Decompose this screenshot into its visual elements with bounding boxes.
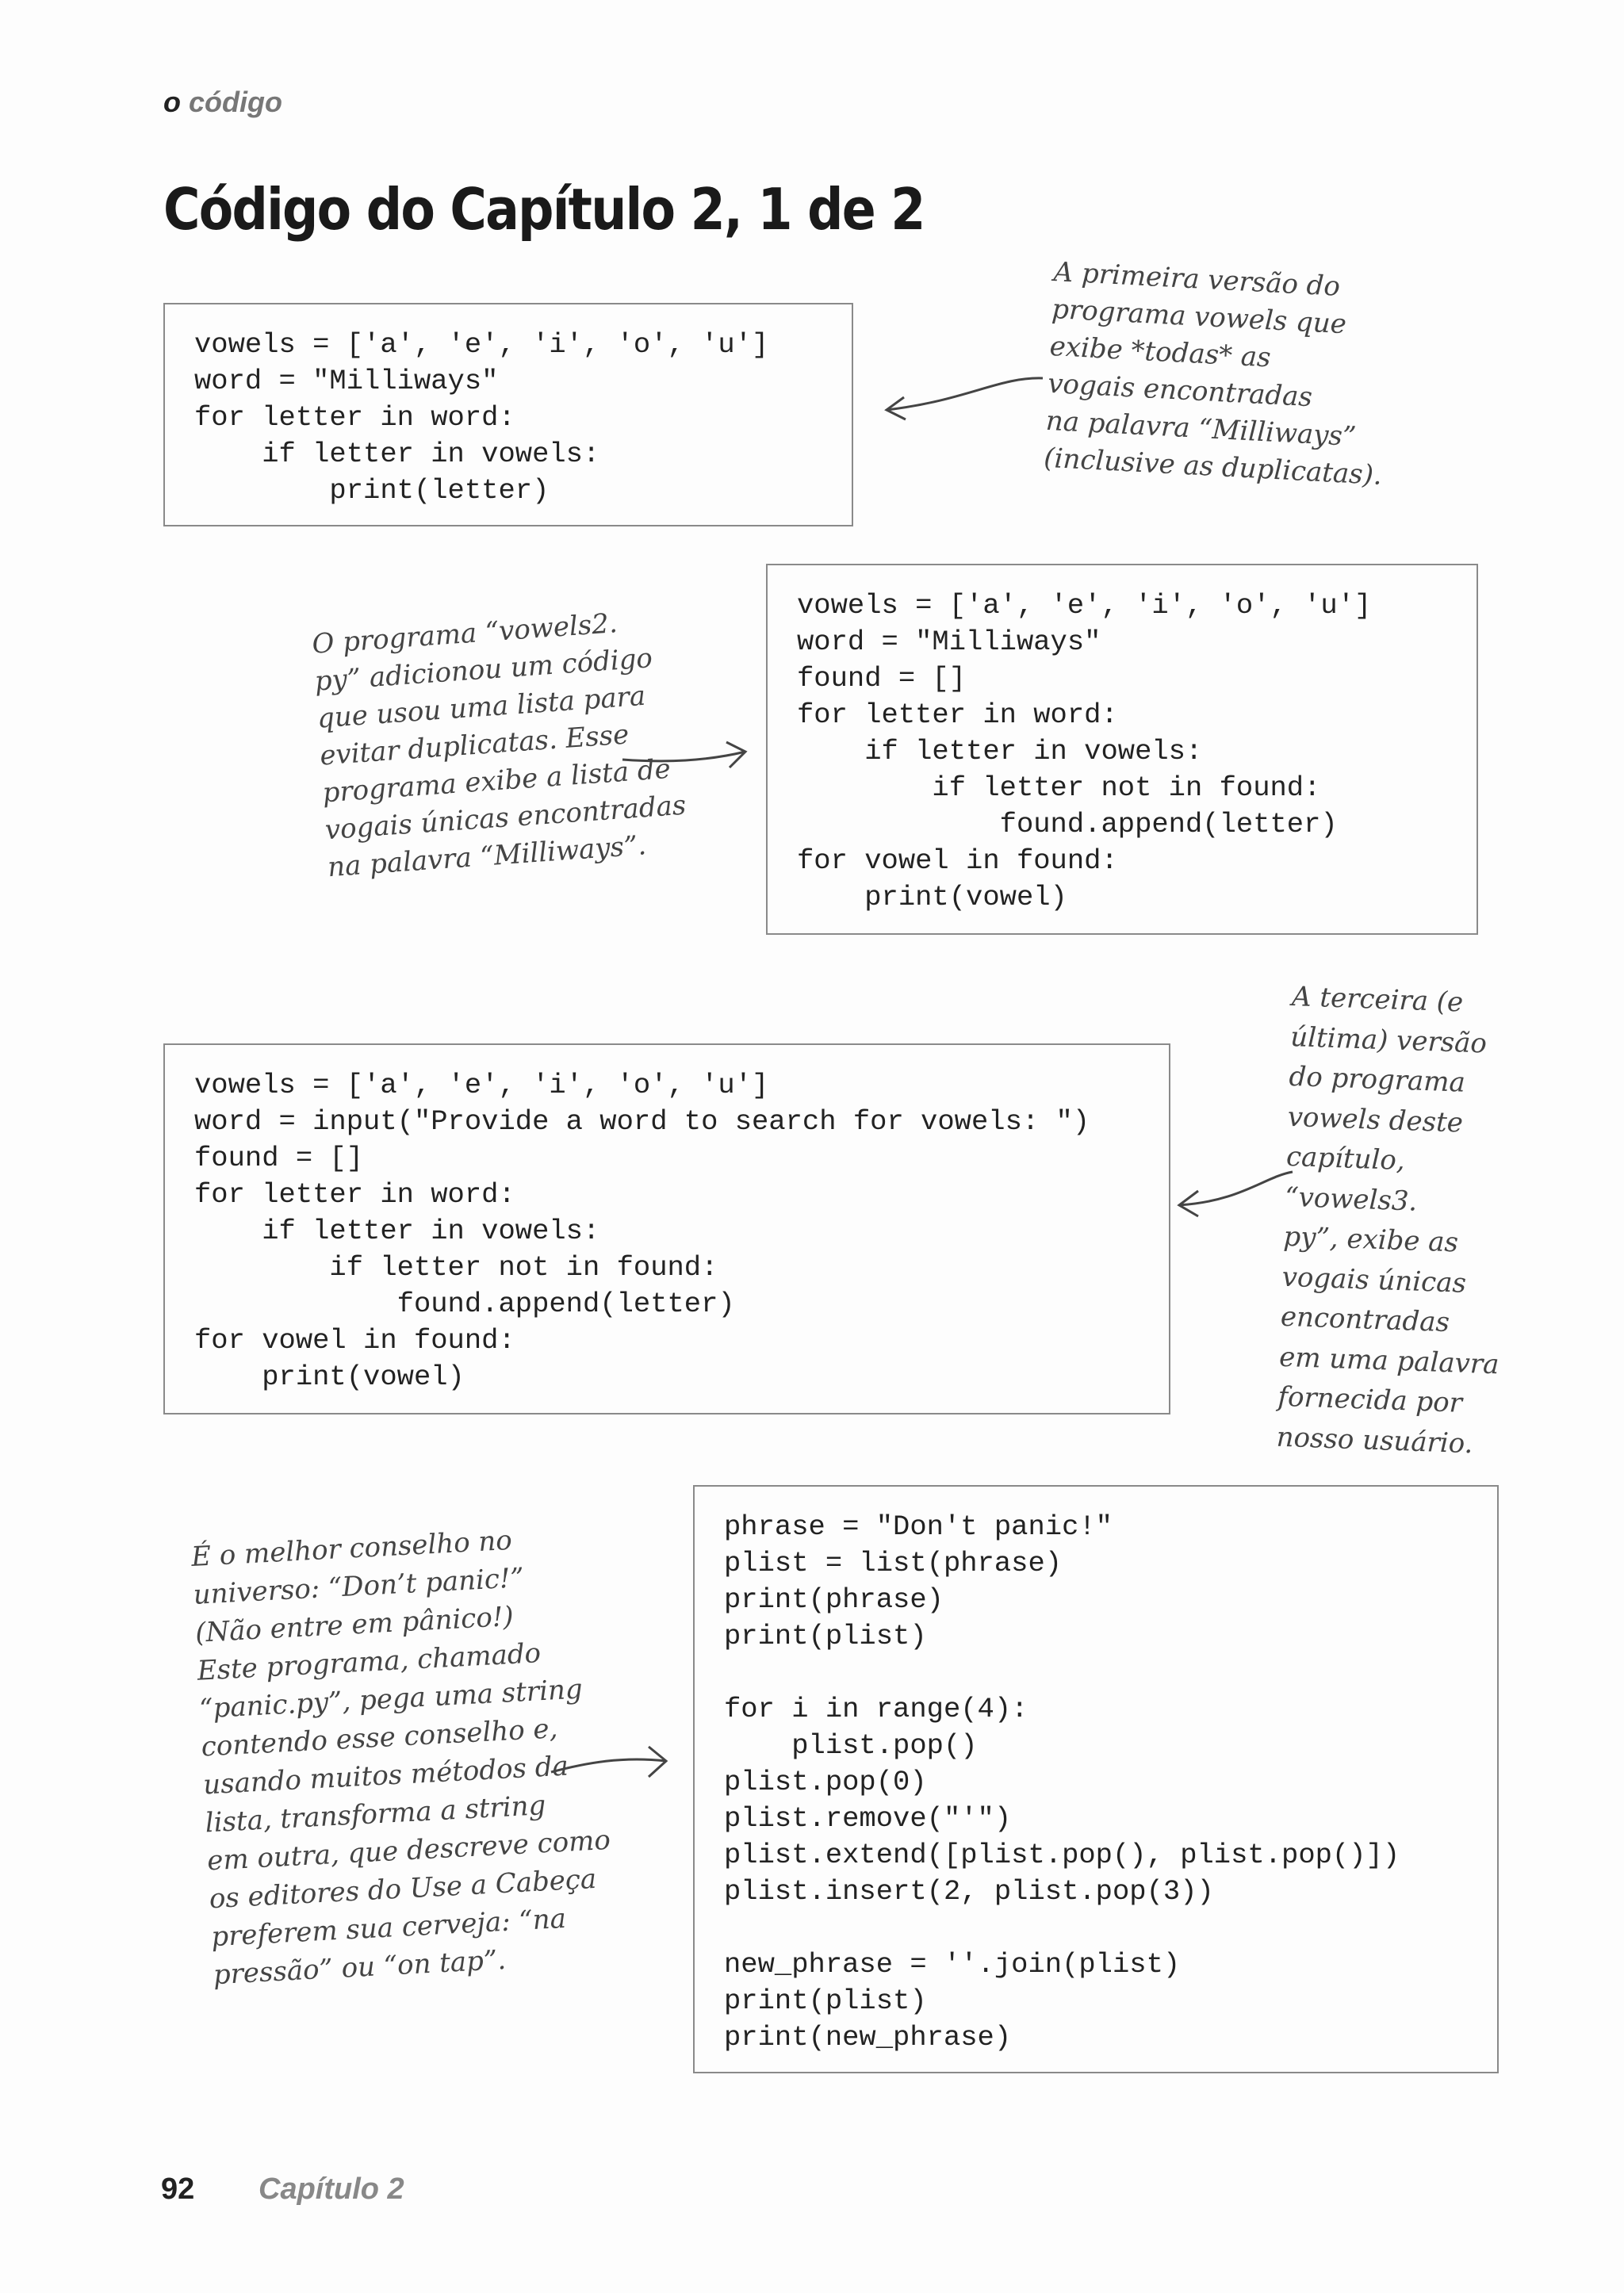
header-prefix: o (163, 86, 181, 118)
annotation-vowels: A primeira versão do programa vowels que exibe *todas* as vogais encontradas na palavra “Milliways” (inclusive as duplicatas). (1043, 255, 1383, 492)
page-number: 92 (161, 2172, 195, 2206)
arrow-icon (880, 369, 1047, 424)
annotation-panic: É o melhor conselho no universo: “Don’t panic!” (Não entre em pânico!) Este programa, chamado “panic.py”, pega uma string contendo esse conselho e, usando muitos métodos da lista, transforma a string em outra, que descreve como os editores do Use a Cabeça preferem sua cerveja: “na pressão” ou “on tap”. (190, 1524, 611, 1992)
code-block-vowels (163, 303, 853, 526)
code-block-vowels3 (163, 1043, 1170, 1414)
footer-chapter: Capítulo 2 (259, 2172, 404, 2206)
arrow-icon (547, 1740, 674, 1788)
annotation-vowels2: O programa “vowels2. py” adicionou um código que usou uma lista para evitar duplicatas. Esse programa exibe a lista de vogais únicas encontradas na palavra “Milliways”. (311, 607, 688, 884)
arrow-icon (619, 737, 753, 777)
annotation-vowels3: A terceira (e última) versão do programa vowels deste capítulo, “vowels3. py”, exibe as vogais únicas encontradas em uma palavra fornecida por nosso usuário. (1276, 980, 1500, 1460)
page-title: Código do Capítulo 2, 1 de 2 (163, 176, 925, 243)
running-header (163, 86, 282, 119)
code-text: vowels = ['a', 'e', 'i', 'o', 'u'] word = "Milliways" found = [] for letter in word: if letter in vowels: if letter not in found: found.append(letter) for vowel in found: print(vowel) (797, 589, 1372, 913)
code-text: vowels = ['a', 'e', 'i', 'o', 'u'] word = input("Provide a word to search for vowels: ") found = [] for letter in word: if letter in vowels: if letter not in found: found.append(letter) for vowel in found: print(vowel) (194, 1069, 1090, 1393)
arrow-icon (1170, 1166, 1297, 1221)
code-text: phrase = "Don't panic!" plist = list(phrase) print(phrase) print(plist) for i in range(4): plist.pop() plist.pop(0) plist.remove("'") plist.extend([plist.pop(), plist.pop()]) plist.insert(2, plist.pop(3)) new_phrase = ''.join(plist) print(plist) print(new_phrase) (724, 1510, 1400, 2054)
header-section: código (189, 86, 282, 118)
code-text: vowels = ['a', 'e', 'i', 'o', 'u'] word = "Milliways" for letter in word: if letter in vowels: print(letter) (194, 328, 769, 507)
code-block-vowels2 (766, 564, 1478, 935)
code-block-panic (693, 1485, 1499, 2073)
